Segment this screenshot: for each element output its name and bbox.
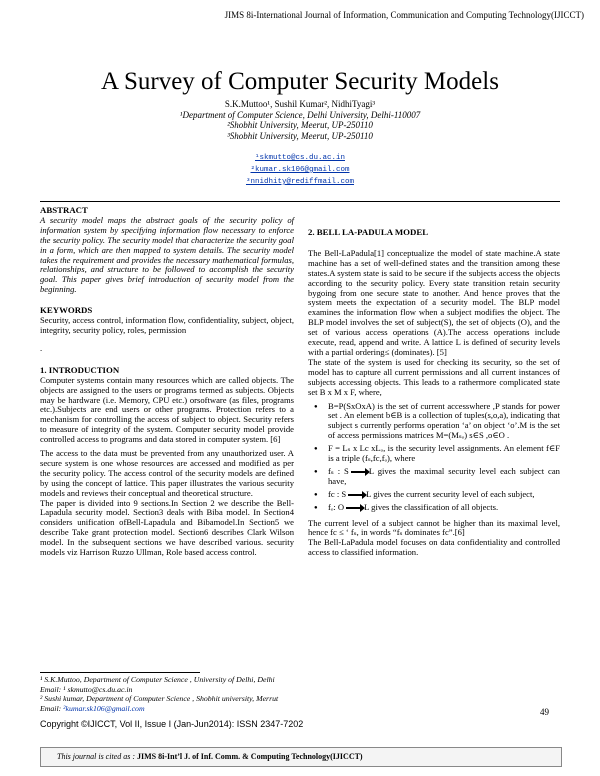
citation-prefix: This journal is cited as :: [57, 752, 138, 761]
blp-heading: 2. BELL LA-PADULA MODEL: [308, 227, 429, 237]
footnote-2-email: Email: ²kumar.sk106@gmail.com: [40, 703, 145, 713]
keywords-heading: KEYWORDS: [40, 305, 93, 316]
email-link-3[interactable]: ³nnidhity@rediffmail.com: [245, 178, 355, 186]
footnote-1: ¹ S.K.Muttoo, Department of Computer Science , University of Delhi, Delhi: [40, 675, 275, 684]
copyright-line: Copyright ©IJICCT, Vol II, Issue I (Jan-Jun2014): ISSN 2347-7202: [40, 719, 304, 729]
blp-paragraph-1: The Bell-LaPadula[1] conceptualize the model of state machine.A state machine has a set of well-defined states and the transition among these states.A system state is said to be secure if the subjects access the objects according to the security policy. Every state transition retain security bygoing from one secure state to another. And hence proves that the system meets the expectation of a security model. The BLP model examines the information flow when a subject modifies the object. The BLP model involves the set of subject(S), the set of objects (O), and the set of various access operations (A).The access operations include execute, read, append and write. A lattice L is defined of security levels with a partial ordering≤ (dominates). [5]: [308, 247, 560, 357]
introduction-heading: 1. INTRODUCTION: [40, 364, 120, 375]
footnote-2: ² Sushi kumar, Department of Computer Science , Shobhit university, Merrut: [40, 694, 279, 704]
keywords-text: Security, access control, information flow, confidentiality, subject, object, integrity, security policy, roles, permission: [40, 315, 294, 335]
right-arrow-icon: [351, 471, 367, 473]
footnote-email-link[interactable]: ²kumar.sk106@gmail.com: [63, 703, 145, 713]
blp-paragraph-3: The current level of a subject cannot be higher than its maximal level, hence fc ≤ ‘ fₛ, in words “fₛ dominates fc”.[6]: [308, 517, 560, 538]
citation-text: JIMS 8i-Int’l J. of Inf. Comm. & Computing Technology(IJICCT): [137, 752, 363, 761]
page-number: 49: [540, 707, 549, 717]
paper-title: A Survey of Computer Security Models: [101, 68, 499, 95]
journal-header: JIMS 8i-International Journal of Information, Communication and Computing Technology(IJICCT): [224, 10, 584, 20]
citation-footer: [40, 747, 562, 767]
author-names: S.K.Muttoo¹, Sushil Kumar², NidhiTyagi³: [224, 99, 376, 109]
affiliation-2: ²Shobhit University, Meerut, UP-250110: [227, 120, 373, 130]
affiliation-1: ¹Department of Computer Science, Delhi University, Delhi-110007: [179, 109, 421, 120]
blp-paragraph-4: The Bell-LaPadula model focuses on data confidentiality and controlled access to classified information.: [308, 537, 560, 558]
footnote-1-email: Email: ¹ skmutto@cs.du.ac.in: [40, 684, 133, 694]
affiliation-3: ³Shobhit University, Meerut, UP-250110: [227, 130, 373, 141]
list-item: ● fₒ: O L gives the classification of all objects.: [328, 503, 560, 513]
email-link-2[interactable]: ²kumar.sk106@gmail.com: [250, 166, 350, 174]
left-column: [40, 206, 294, 558]
list-item: ● B=P(SxOxA) is the set of current accesswhere ,P stands for power set . An element b∈B is a collection of tuples(s,o,a), indicating that subject s currently performs operation ‘a’ on object ‘o’.M is the set of access permissions matrices M=(Mₛₒ) s∈S ,o∈O .: [328, 402, 560, 442]
intro-paragraph-2: The access to the data must be prevented from any unauthorized user. A secure system is one whose resources are accessed and modified as per the security policy. The access control of the security models are defined by using the concept of lattice. This paper illustrates the various security models and reviews their conceptual and theoretical structure.: [40, 448, 294, 498]
footnote-divider: [40, 672, 200, 673]
section-divider: [40, 201, 560, 202]
blp-definitions-list: [308, 402, 560, 513]
intro-paragraph-1: Computer systems contain many resources which are called objects. The objects are assigned to the users or programs termed as subjects. Objects may be hardware (i.e. Memory, CPU etc.) orsoftware (as files, programs etc.).Subjects are end users or other programs. Protection refers to a mechanism for controlling the access of subject to object. Security refers to measure of integrity of the system. Computer security model provide controlled access to programs and data stored in computer system. [6]: [40, 374, 294, 445]
right-arrow-icon: [346, 507, 362, 509]
footnotes: [40, 675, 560, 713]
list-item: ● fₛ : S L gives the maximal security level each subject can have,: [328, 467, 560, 487]
list-item: ● fc : S L gives the current security level of each subject,: [328, 490, 560, 500]
right-column: [308, 228, 560, 558]
blp-paragraph-2: The state of the system is used for checking its security, so the set of model has to capture all current permissions and all current instances of subjects accessing objects. This leads to a rathermore complicated state set B x M x F, where,: [308, 356, 560, 397]
authors-block: [0, 99, 600, 141]
stray-dot: .: [40, 342, 43, 353]
email-link-1[interactable]: ¹skmutto@cs.du.ac.in: [254, 154, 345, 162]
abstract-text: A security model maps the abstract goals of the security policy of information system by specifying information flow necessary to enforce the security policy. The security model that characterize the security goal in a form, which are then mapped to system details. The security model takes the requirement and provides the necessary mathematical formulas, relationships, and structure to be followed to accomplish the security goal. This paper gives brief introduction of security model from the beginning.: [40, 214, 294, 295]
author-emails: [0, 152, 600, 188]
list-item: ● F = Lₛ x Lc xLₒ, is the security level assignments. An element f∈F is a triple (fₛ,fc,fₒ), where: [328, 444, 560, 464]
abstract-heading: ABSTRACT: [40, 205, 88, 215]
intro-paragraph-3: The paper is divided into 9 sections.In Section 2 we describe the Bell-Lapadula security model. Section3 deals with Biba model. In Section4 considers unification ofBell-Lapadula and Bibamodel.In Section5 we describe Take grant protection model. Section6 describes Clark Wilson model. In the subsequent sections we have described various. security models viz Harrison Ruzzo Ullman, Role based access control.: [40, 497, 294, 558]
right-arrow-icon: [348, 494, 364, 496]
